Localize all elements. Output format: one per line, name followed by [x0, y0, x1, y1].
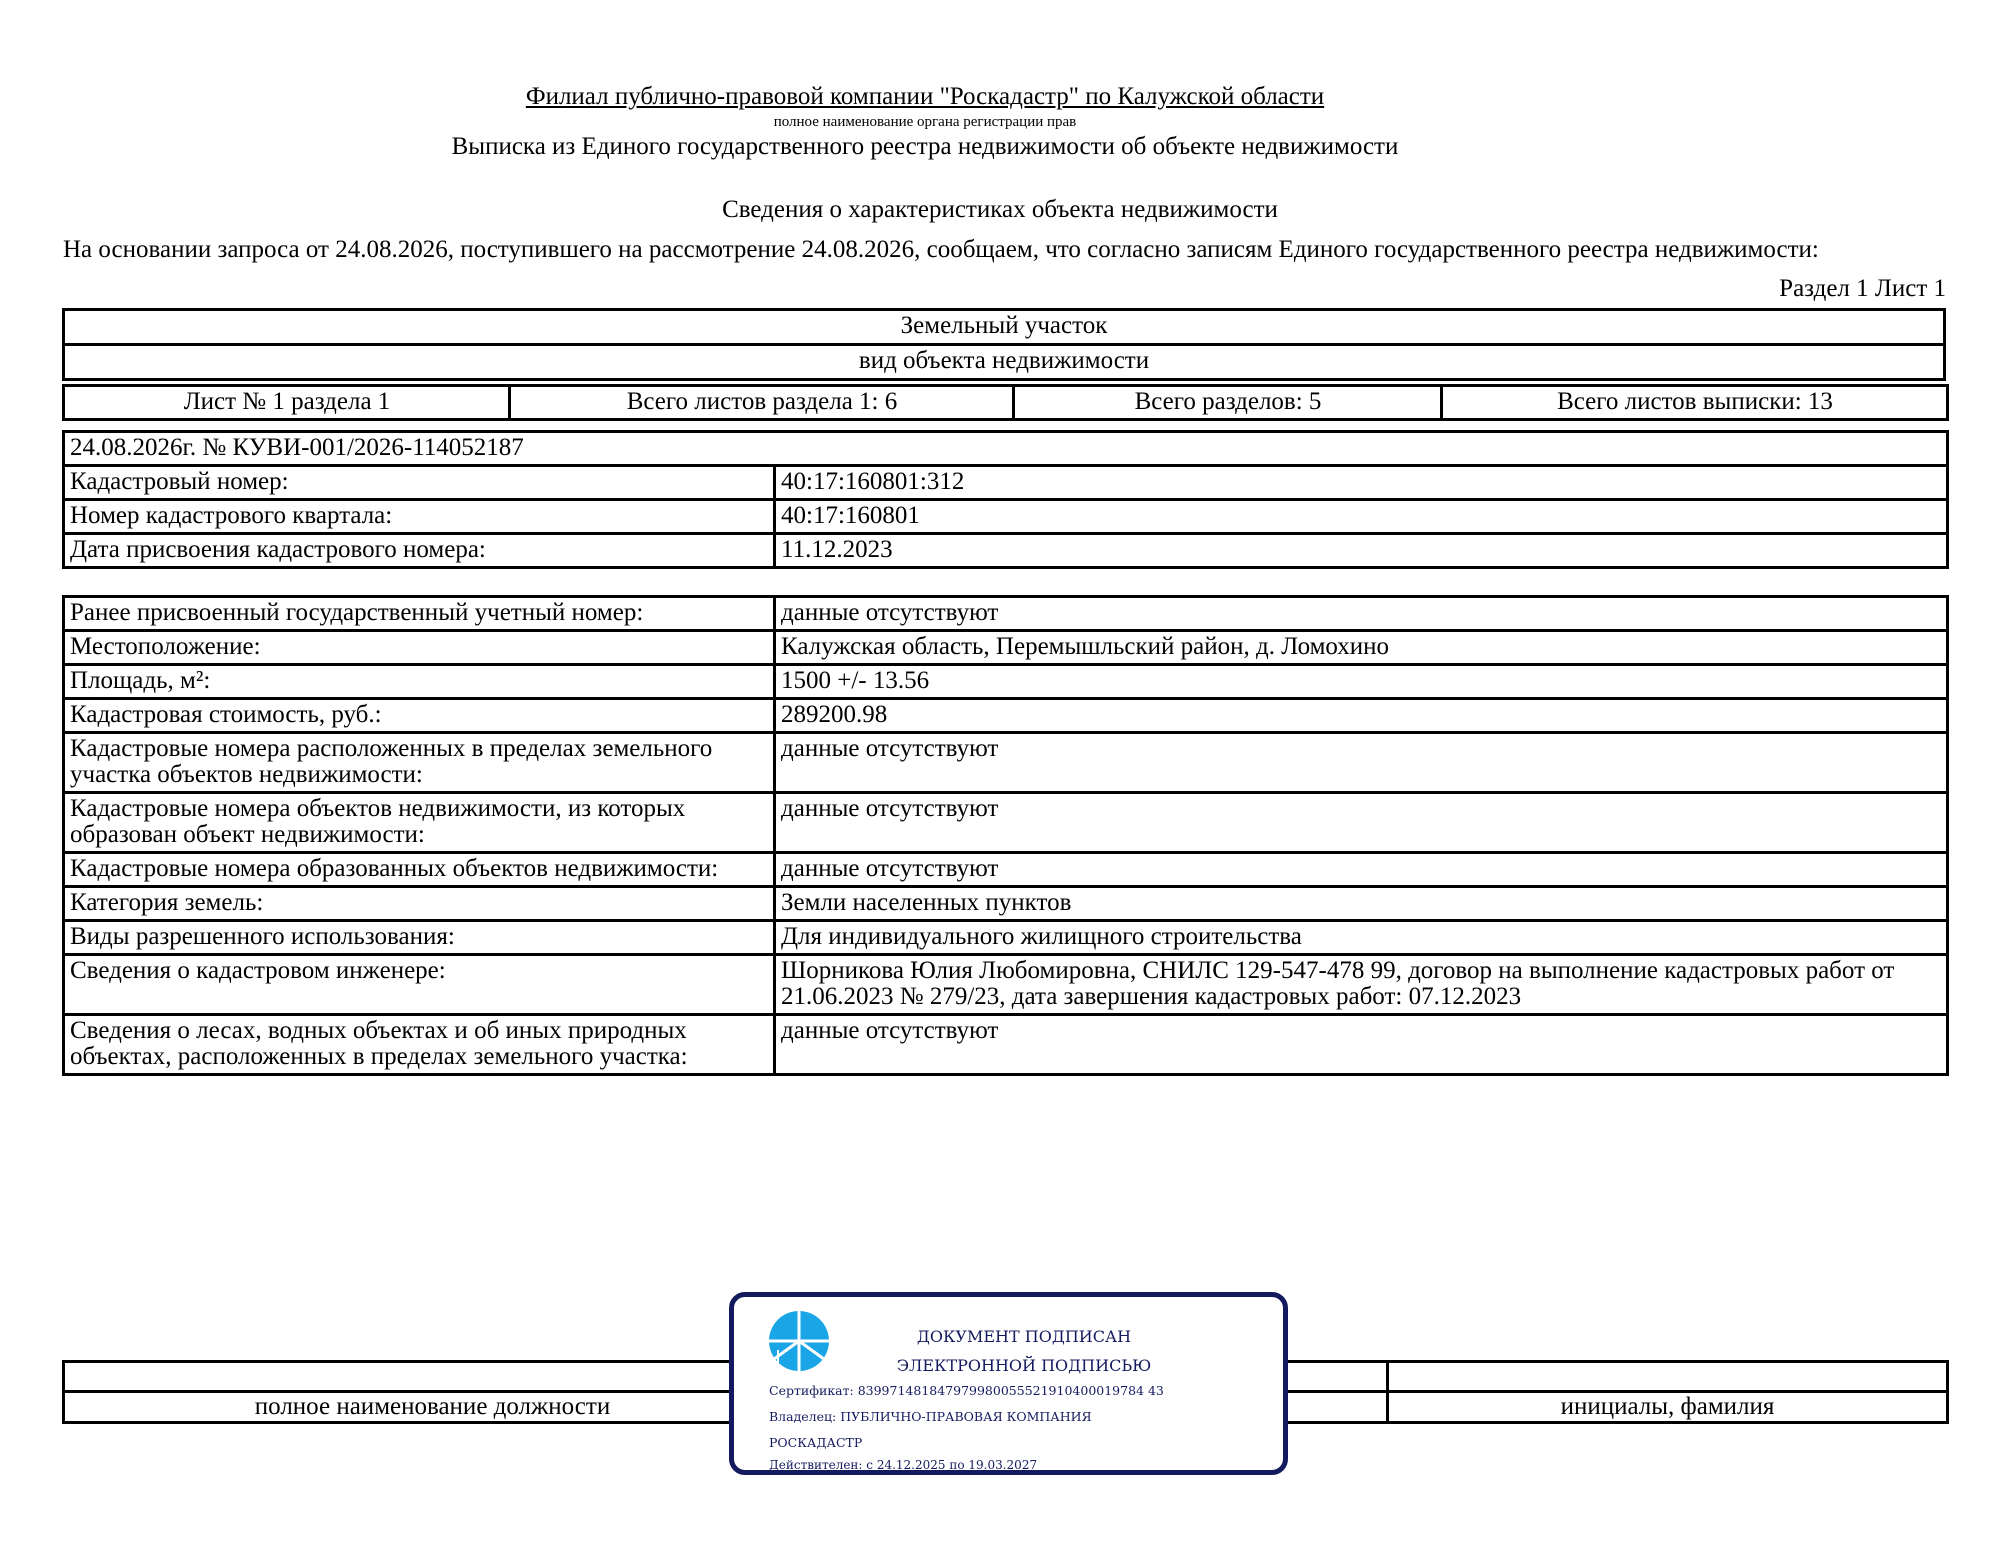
row-label: Сведения о кадастровом инженере: [64, 955, 775, 1015]
name-field [1388, 1362, 1948, 1392]
row-label: Кадастровые номера расположенных в пределах земельного участка объектов недвижимости: [64, 733, 775, 793]
extract-sheet-count: Всего листов выписки: 13 [1442, 386, 1948, 420]
registration-authority-name: Филиал публично-правовой компании "Роскадастр" по Калужской области [525, 83, 1325, 110]
position-caption: полное наименование должности [64, 1392, 802, 1423]
name-caption: инициалы, фамилия [1388, 1392, 1948, 1423]
row-value: Для индивидуального жилищного строительства [775, 921, 1948, 955]
document-title: Выписка из Единого государственного реестра недвижимости об объекте недвижимости [451, 133, 1399, 160]
row-label: Кадастровые номера образованных объектов недвижимости: [64, 853, 775, 887]
extract-reference: 24.08.2026г. № КУВИ-001/2026-114052187 [64, 432, 1948, 466]
row-label: Виды разрешенного использования: [64, 921, 775, 955]
row-value: Шорникова Юлия Любомировна, СНИЛС 129-547-478 99, договор на выполнение кадастровых работ от 21.06.2023 № 279/23, дата завершения кадастровых работ: 07.12.2023 [775, 955, 1948, 1015]
sheet-info-table [62, 384, 1949, 421]
section-count: Всего разделов: 5 [1014, 386, 1442, 420]
row-value: Калужская область, Перемышльский район, д. Ломохино [775, 631, 1948, 665]
authority-caption: полное наименование органа регистрации прав [773, 114, 1077, 130]
row-label: Кадастровый номер: [64, 466, 775, 500]
cadastral-info-table [62, 430, 1949, 569]
stamp-validity: Действителен: с 24.12.2025 по 19.03.2027 [769, 1458, 1038, 1472]
request-intro-text: На основании запроса от 24.08.2026, поступившего на рассмотрение 24.08.2026, сообщаем, что согласно записям Единого государственного реестра недвижимости: [63, 236, 1819, 263]
object-type-table [62, 308, 1946, 381]
row-value: 1500 +/- 13.56 [775, 665, 1948, 699]
row-value: данные отсутствуют [775, 1015, 1948, 1075]
stamp-title-line1: ДОКУМЕНТ ПОДПИСАН [916, 1327, 1132, 1346]
section-sheet-label: Раздел 1 Лист 1 [1779, 275, 1946, 302]
object-type-caption: вид объекта недвижимости [64, 345, 1945, 380]
row-label: Местоположение: [64, 631, 775, 665]
section-sheet-count: Всего листов раздела 1: 6 [510, 386, 1014, 420]
stamp-owner: Владелец: ПУБЛИЧНО-ПРАВОВАЯ КОМПАНИЯ [769, 1409, 1092, 1424]
row-value: данные отсутствуют [775, 733, 1948, 793]
row-value: 40:17:160801:312 [775, 466, 1948, 500]
electronic-signature-stamp [729, 1292, 1288, 1475]
row-value: 40:17:160801 [775, 500, 1948, 534]
row-label: Категория земель: [64, 887, 775, 921]
row-label: Ранее присвоенный государственный учетный номер: [64, 597, 775, 631]
row-label: Сведения о лесах, водных объектах и об иных природных объектах, расположенных в пределах земельного участка: [64, 1015, 775, 1075]
position-field [64, 1362, 802, 1392]
row-label: Дата присвоения кадастрового номера: [64, 534, 775, 568]
row-label: Кадастровая стоимость, руб.: [64, 699, 775, 733]
sheet-number: Лист № 1 раздела 1 [64, 386, 510, 420]
row-value: данные отсутствуют [775, 597, 1948, 631]
row-value: Земли населенных пунктов [775, 887, 1948, 921]
section-heading: Сведения о характеристиках объекта недвижимости [722, 196, 1278, 223]
row-value: данные отсутствуют [775, 853, 1948, 887]
stamp-certificate: Сертификат: 839971481847979980055521910400019784 43 [769, 1383, 1164, 1398]
row-label: Площадь, м²: [64, 665, 775, 699]
roskadastr-logo-icon [768, 1310, 830, 1372]
row-value: данные отсутствуют [775, 793, 1948, 853]
row-label: Номер кадастрового квартала: [64, 500, 775, 534]
characteristics-table [62, 595, 1949, 1076]
stamp-owner-continued: РОСКАДАСТР [769, 1435, 863, 1450]
row-value: 11.12.2023 [775, 534, 1948, 568]
stamp-title-line2: ЭЛЕКТРОННОЙ ПОДПИСЬЮ [896, 1356, 1152, 1375]
object-type: Земельный участок [64, 310, 1945, 345]
row-label: Кадастровые номера объектов недвижимости, из которых образован объект недвижимости: [64, 793, 775, 853]
row-value: 289200.98 [775, 699, 1948, 733]
